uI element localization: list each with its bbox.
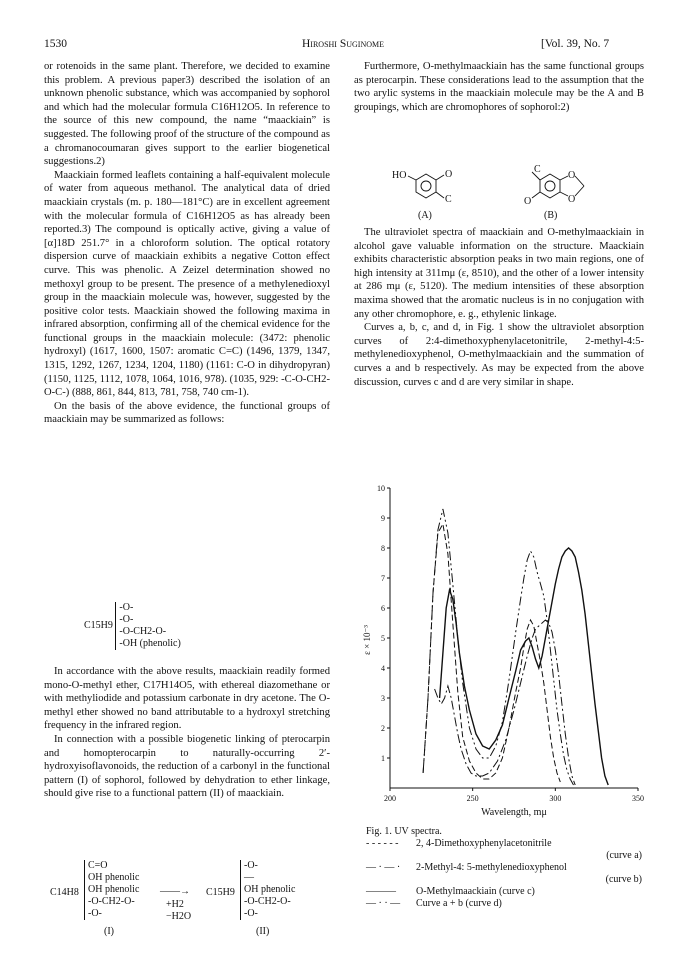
- pattern-i-line: -O-: [88, 908, 102, 919]
- pattern-i-line: OH phenolic: [88, 884, 140, 895]
- pattern-ii-line: -O-: [244, 860, 258, 871]
- legend-text: 2-Methyl-4: 5-methylenedioxyphenol: [416, 862, 567, 873]
- structure-b: [532, 172, 584, 198]
- reaction-arrow: ——→: [160, 886, 190, 897]
- legend-swatch: — · — ·: [366, 862, 401, 873]
- legend-swatch: — · · —: [366, 898, 401, 909]
- pattern-i-line: C=O: [88, 860, 108, 871]
- pattern-ii-line: —: [244, 872, 254, 883]
- series-line-a: [423, 524, 560, 782]
- legend-tag: (curve b): [605, 874, 642, 885]
- pattern-i-groups: [84, 860, 139, 920]
- left-paragraph-1: or rotenoids in the same plant. Therefore, we decided to examine this problem. A previous paper3) described the isolation of an unknown phenolic substance, which was accompanied by sophorol and which had the molecular formula C16H12O5. In reference to the source of this new compound, the name “maackiain” is suggested. The following proof of the structure of the compound as a chromanocoumaran gives support to the earlier biogenetical suggestions.2): [44, 61, 330, 168]
- struct-a-o: O: [445, 169, 453, 180]
- x-axis-label: Wavelength, mμ: [481, 807, 547, 818]
- reaction-core-ii: C15H9: [206, 887, 235, 898]
- structure-a: [408, 174, 444, 198]
- caption-title: Fig. 1. UV spectra.: [366, 826, 442, 837]
- x-tick-label: 200: [384, 794, 396, 803]
- formula-group-line: -OH (phenolic): [119, 638, 181, 649]
- x-tick-label: 300: [549, 794, 562, 803]
- running-author: Hiroshi Suginome: [302, 38, 385, 50]
- label-pattern-ii: (II): [256, 926, 270, 937]
- left-column: [44, 60, 330, 427]
- series-line-c: [440, 548, 609, 785]
- reagent-h2: +H2: [166, 899, 184, 910]
- struct-b-o1: O: [568, 170, 576, 181]
- x-tick-label: 350: [632, 794, 644, 803]
- formula-group-line: -O-: [119, 614, 134, 625]
- uv-spectra-chart: [350, 470, 650, 826]
- pattern-ii-line: -O-: [244, 908, 258, 919]
- struct-a-c: C: [445, 194, 452, 205]
- pattern-ii-line: -O-CH2-O-: [244, 896, 291, 907]
- legend-swatch: ———: [366, 886, 396, 897]
- functional-group-summary: [84, 602, 181, 650]
- x-tick-label: 250: [466, 794, 479, 803]
- legend-tag: (curve a): [606, 850, 642, 861]
- series-line-b: [435, 620, 576, 785]
- struct-a-label: (A): [418, 210, 432, 221]
- y-tick-label: 5: [381, 634, 385, 643]
- left-paragraph-3: On the basis of the above evidence, the functional groups of maackiain may be summarized as follows:: [44, 400, 330, 426]
- y-tick-label: 1: [381, 754, 385, 763]
- y-tick-label: 7: [381, 574, 385, 583]
- reagent-h2o: −H2O: [166, 911, 192, 922]
- legend-text: O-Methylmaackiain (curve c): [416, 886, 535, 897]
- struct-b-o3: O: [568, 194, 576, 205]
- y-axis-label: ε × 10⁻³: [362, 625, 372, 655]
- left-paragraph-2: Maackiain formed leaflets containing a half-equivalent molecule of water from aqueous methanol. The analytical data of dried maackiain crystals (m. p. 180—181°C) are in excellent agreement with the molecular formula of C16H12O5 as has already been reported.3) The compound is optically active, giving a value of [α]18D 251.7° in a chloroform solution. The optical rotatory dispersion curve of maackiain exhibits a negative Cotton effect curve. This was phenolic. A Zeizel determination showed no methoxyl group to be present. The presence of a methylenedioxyl group in the maackiain molecule was, however, suggested by the positive color tests. Maackiain showed the following maxima in infrared absorption, confirming all of the chemical evidence for the functional groups in the maackiain molecule: (3472: phenolic hydroxyl) (1617, 1600, 1507: aromatic C=C) (1496, 1379, 1347, 1315, 1292, 1267, 1234, 1204, 1180) (1161: C-O in dihydropyran) (1150, 1125, 1112, 1078, 1064, 1016, 978). (1035, 929: -C-O-CH2-O-C-) (888, 861, 844, 813, 781, 758, 740 cm-1).: [44, 169, 330, 399]
- legend-row-c: [366, 886, 642, 898]
- y-tick-label: 2: [381, 724, 385, 733]
- legend-row-a: [366, 838, 642, 850]
- y-tick-label: 4: [381, 664, 385, 673]
- pattern-ii-line: OH phenolic: [244, 884, 296, 895]
- label-pattern-i: (I): [104, 926, 114, 937]
- y-tick-label: 10: [377, 484, 385, 493]
- right-paragraph-1: Furthermore, O-methylmaackiain has the same functional groups as pterocarpin. These considerations lead to the assumption that the two arylic systems in the maackiain molecule may be the A and B groupings, which are chromophores of sophorol:2): [354, 61, 644, 113]
- struct-b-c: C: [534, 164, 541, 175]
- legend-text: Curve a + b (curve d): [416, 898, 502, 909]
- y-tick-label: 8: [381, 544, 385, 553]
- formula-group-line: -O-: [119, 602, 134, 613]
- left-paragraph-4: In accordance with the above results, maackiain readily formed mono-O-methyl ether, C17H14O5, with ethereal diazomethane or with methyliodide and potassium carbonate in dry acetone. The O-methyl ether showed no band attributable to a hydroxyl stretching frequency in the infrared region.: [44, 666, 330, 732]
- legend-swatch: - - - - - -: [366, 838, 399, 849]
- chromophore-structures: [354, 160, 644, 222]
- volume-info: [Vol. 39, No. 7: [541, 38, 610, 50]
- pattern-i-line: OH phenolic: [88, 872, 140, 883]
- reaction-scheme: [50, 860, 340, 940]
- pattern-i-line: -O-CH2-O-: [88, 896, 135, 907]
- reaction-core-i: C14H8: [50, 887, 79, 898]
- right-paragraph-2: The ultraviolet spectra of maackiain and O-methylmaackiain in alcohol gave valuable information on the structure. Maackiain exhibits characteristic absorption peaks in two main regions, one of high intensity at 311mμ (ε, 8510), and the other of a lower intensity at 286 mμ (ε, 5120). The medium intensities of these absorption maxima showed that the aromatic nucleus is in no conjugation with any other chromophore, e. g., ethylenic linkage.: [354, 227, 644, 320]
- page-number: 1530: [44, 38, 67, 50]
- struct-b-o2: O: [524, 196, 532, 207]
- right-paragraph-3: Curves a, b, c, and d, in Fig. 1 show the ultraviolet absorption curves of 2:4-dimethoxyphenylacetonitrile, 2-methyl-4:5-methylenedioxyphenol, O-methylmaackiain and the summation of curves a and b respectively. As may be expected from the above discussion, curves c and d are very similar in shape.: [354, 322, 644, 388]
- legend-row-b: [366, 862, 642, 874]
- left-column-lower: [44, 665, 330, 801]
- legend-text: 2, 4-Dimethoxyphenylacetonitrile: [416, 838, 552, 849]
- formula-group-list: [115, 602, 180, 650]
- right-column-mid: [354, 226, 644, 389]
- legend-row-d: [366, 898, 642, 910]
- formula-core: C15H9: [84, 620, 113, 631]
- left-paragraph-5: In connection with a possible biogenetic linking of pterocarpin and homopterocarpin to naturally-occurring 2′-hydroxyisoflavonoids, the reduction of a carbonyl in the functional pattern (I) of sophorol, followed by dehydration to ether linkage, should give rise to a functional pattern (II) of maackiain.: [44, 733, 330, 800]
- struct-a-ho: HO: [392, 170, 407, 181]
- right-column-top: [354, 60, 644, 114]
- y-tick-label: 3: [381, 694, 385, 703]
- y-tick-label: 9: [381, 514, 385, 523]
- struct-b-label: (B): [544, 210, 558, 221]
- y-tick-label: 6: [381, 604, 385, 613]
- figure-caption: [366, 826, 642, 910]
- pattern-ii-groups: [240, 860, 295, 920]
- chart-frame: [390, 488, 638, 788]
- formula-group-line: -O-CH2-O-: [119, 626, 167, 637]
